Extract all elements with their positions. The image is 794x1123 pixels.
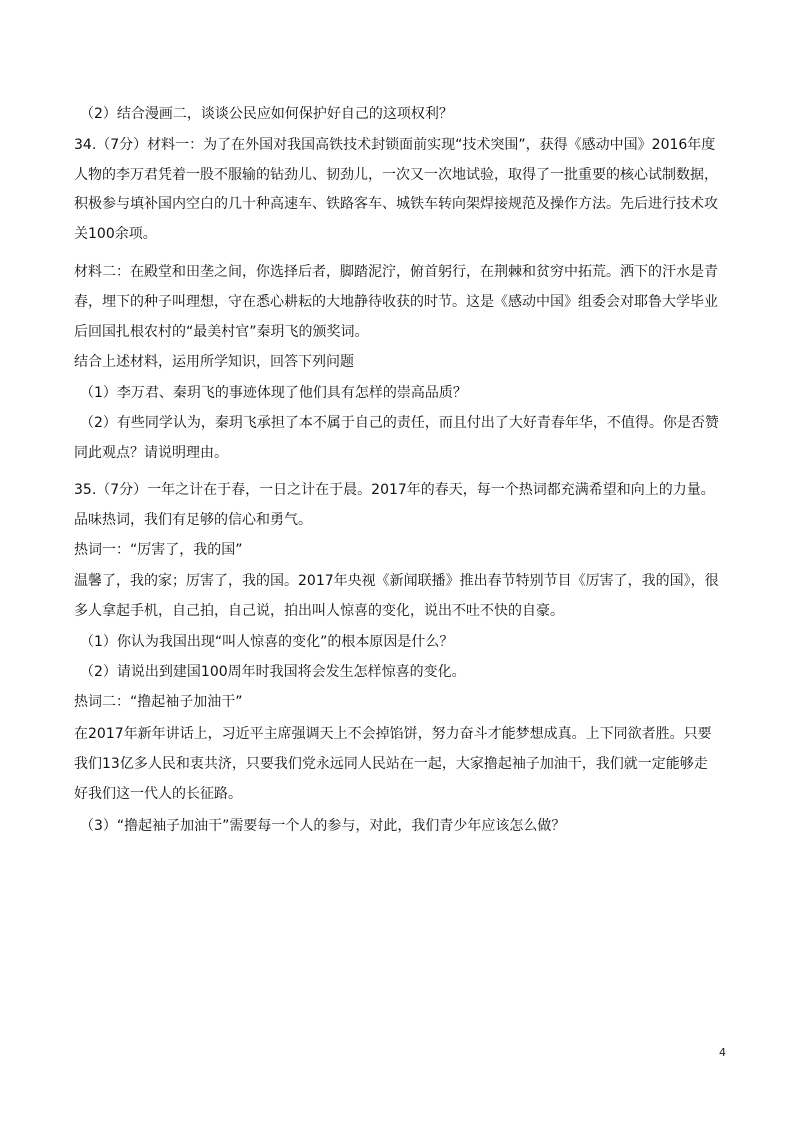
- hot-word-two-title: 热词二：“撸起袖子加油干”: [74, 694, 243, 710]
- hot-word-two-line-3: 好我们这一代人的长征路。: [74, 786, 242, 802]
- question-35-2: （2）请说出到建国100周年时我国将会发生怎样惊喜的变化。: [80, 664, 466, 680]
- page-number: 4: [719, 1046, 726, 1059]
- material-two-line-2: 春，埋下的种子叫理想，守在悉心耕耘的大地静待收获的时节。这是《感动中国》组委会对耶鲁大学毕业: [74, 294, 718, 310]
- question-34-line-4: 关100余项。: [74, 226, 157, 242]
- hot-word-two-line-2: 我们13亿多人民和衷共济，只要我们党永远同人民站在一起，大家撸起袖子加油干，我们就一定能够走: [74, 756, 708, 772]
- hot-word-two-line-1: 在2017年新年讲话上，习近平主席强调天上不会掉馅饼，努力奋斗才能梦想成真。上下同欲者胜。只要: [74, 726, 712, 742]
- question-35-line-2: 品味热词，我们有足够的信心和勇气。: [74, 512, 312, 528]
- hot-word-one-line-1: 温馨了，我的家；厉害了，我的国。2017年央视《新闻联播》推出春节特别节目《厉害了，我的国》，很: [74, 573, 719, 589]
- hot-word-one-title: 热词一：“厉害了，我的国”: [74, 542, 243, 558]
- material-two-line-1: 材料二：在殿堂和田垄之间，你选择后者，脚踏泥泞，俯首躬行，在荆棘和贫穷中拓荒。洒下的汗水是青: [74, 264, 718, 280]
- material-two-line-3: 后回国扎根农村的“最美村官”秦玥飞的颁奖词。: [74, 324, 369, 340]
- question-34-1: （1）李万君、秦玥飞的事迹体现了他们具有怎样的崇高品质？: [80, 385, 467, 401]
- question-34-prompt: 结合上述材料，运用所学知识，回答下列问题: [74, 354, 354, 370]
- question-35-3: （3）“撸起袖子加油干”需要每一个人的参与，对此，我们青少年应该怎么做？: [80, 818, 566, 834]
- question-34-line-2: 人物的李万君凭着一股不服输的钻劲儿、韧劲儿，一次又一次地试验，取得了一批重要的核心试制数据，: [74, 167, 718, 183]
- question-34-line-3: 积极参与填补国内空白的几十种高速车、铁路客车、城铁车转向架焊接规范及操作方法。先后进行技术攻: [74, 196, 718, 212]
- question-34-line-1: 34.（7分）材料一：为了在外国对我国高铁技术封锁面前实现“技术突围”，获得《感动中国》2016年度: [74, 137, 716, 153]
- question-35-1: （1）你认为我国出现“叫人惊喜的变化”的根本原因是什么？: [80, 634, 454, 650]
- hot-word-one-line-2: 多人拿起手机，自己拍，自己说，拍出叫人惊喜的变化，说出不吐不快的自豪。: [74, 603, 564, 619]
- question-33-2: （2）结合漫画二，谈谈公民应如何保护好自己的这项权利？: [80, 106, 453, 122]
- question-34-2-line-1: （2）有些同学认为，秦玥飞承担了本不属于自己的责任，而且付出了大好青春年华，不值得。你是否赞: [80, 415, 719, 431]
- question-34-2-line-2: 同此观点？请说明理由。: [74, 445, 228, 461]
- question-35-line-1: 35.（7分）一年之计在于春，一日之计在于晨。2017年的春天，每一个热词都充满希望和向上的力量。: [74, 482, 715, 498]
